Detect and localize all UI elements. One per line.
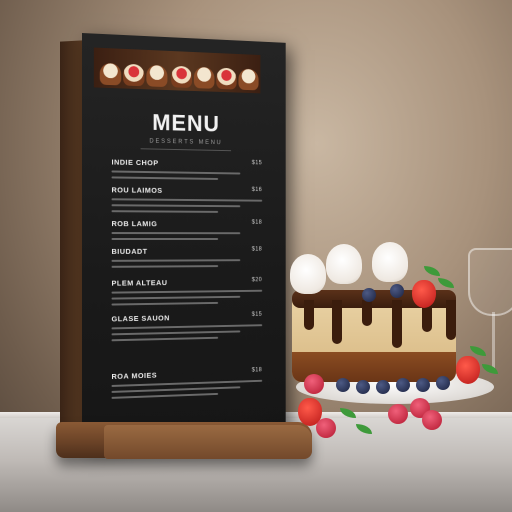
chocolate-drip [304, 300, 314, 330]
section-price: $18 [251, 367, 263, 374]
item-line [112, 210, 219, 213]
whipped-cream [372, 242, 408, 282]
section-price: $16 [251, 187, 263, 194]
dessert-mini-3 [146, 65, 167, 87]
blueberry [416, 378, 430, 392]
mint-leaf [470, 346, 486, 356]
section-heading: PLEM ALTEAU [111, 278, 168, 288]
strawberry [456, 356, 480, 384]
item-line [112, 170, 241, 174]
strawberry [412, 280, 436, 308]
menu-board [82, 33, 286, 445]
wooden-base-front [104, 425, 312, 459]
blueberry [356, 380, 370, 394]
mint-leaf [438, 278, 454, 288]
section-heading: ROA MOIES [111, 370, 158, 382]
blueberry [390, 284, 404, 298]
blueberry [396, 378, 410, 392]
divider [141, 148, 231, 151]
whipped-cream [326, 244, 362, 284]
menu-section-1 [112, 158, 263, 181]
section-price: $15 [251, 160, 263, 167]
dessert-mini-6 [216, 68, 236, 90]
blueberry [376, 380, 390, 394]
wine-glass [468, 248, 512, 316]
dessert-mini-2 [123, 64, 144, 87]
mint-leaf [482, 364, 498, 374]
item-line [112, 265, 219, 268]
item-line [112, 176, 219, 180]
section-heading: GLASE SAUON [111, 313, 170, 324]
raspberry [304, 374, 324, 394]
menu-section-5 [112, 277, 263, 305]
item-line [112, 259, 241, 262]
item-line [112, 296, 241, 300]
section-heading: ROB LAMIG [111, 219, 158, 229]
dessert-mini-1 [100, 63, 121, 86]
chocolate-drip [332, 300, 342, 344]
item-line [112, 324, 263, 329]
section-price: $18 [251, 219, 263, 226]
item-line [112, 204, 241, 207]
menu-subtitle: DESSERTS MENU [149, 138, 223, 147]
menu-section-6 [112, 312, 263, 341]
item-line [112, 232, 241, 234]
menu-section-3 [112, 219, 263, 240]
raspberry [316, 418, 336, 438]
item-line [112, 238, 219, 240]
chocolate-drip [362, 300, 372, 326]
menu-section-4 [112, 247, 263, 268]
chocolate-drip [446, 300, 456, 340]
raspberry [422, 410, 442, 430]
menu-section-2 [112, 185, 263, 213]
section-heading: ROU LAIMOS [111, 185, 163, 195]
section-price: $20 [251, 277, 263, 284]
section-price: $18 [251, 246, 263, 253]
item-line [112, 393, 219, 399]
chocolate-drip [392, 300, 402, 348]
item-line [112, 386, 241, 393]
item-line [112, 290, 263, 294]
raspberry [388, 404, 408, 424]
section-heading: INDIE CHOP [111, 157, 159, 168]
item-line [112, 330, 241, 335]
blueberry [362, 288, 376, 302]
dessert-mini-7 [238, 68, 258, 90]
item-line [112, 302, 219, 306]
whipped-cream [290, 254, 326, 294]
item-line [112, 337, 219, 342]
mint-leaf [424, 266, 440, 276]
menu-section-7 [112, 367, 263, 399]
blueberry [436, 376, 450, 390]
item-line [112, 198, 263, 201]
section-price: $15 [251, 311, 263, 318]
dessert-mini-4 [171, 66, 192, 88]
menu-title: MENU [152, 109, 220, 137]
dessert-banner-image [94, 48, 261, 94]
dessert-mini-5 [194, 67, 215, 89]
wine-glass-stem [492, 312, 495, 372]
section-heading: BIUDADT [111, 246, 148, 256]
blueberry [336, 378, 350, 392]
